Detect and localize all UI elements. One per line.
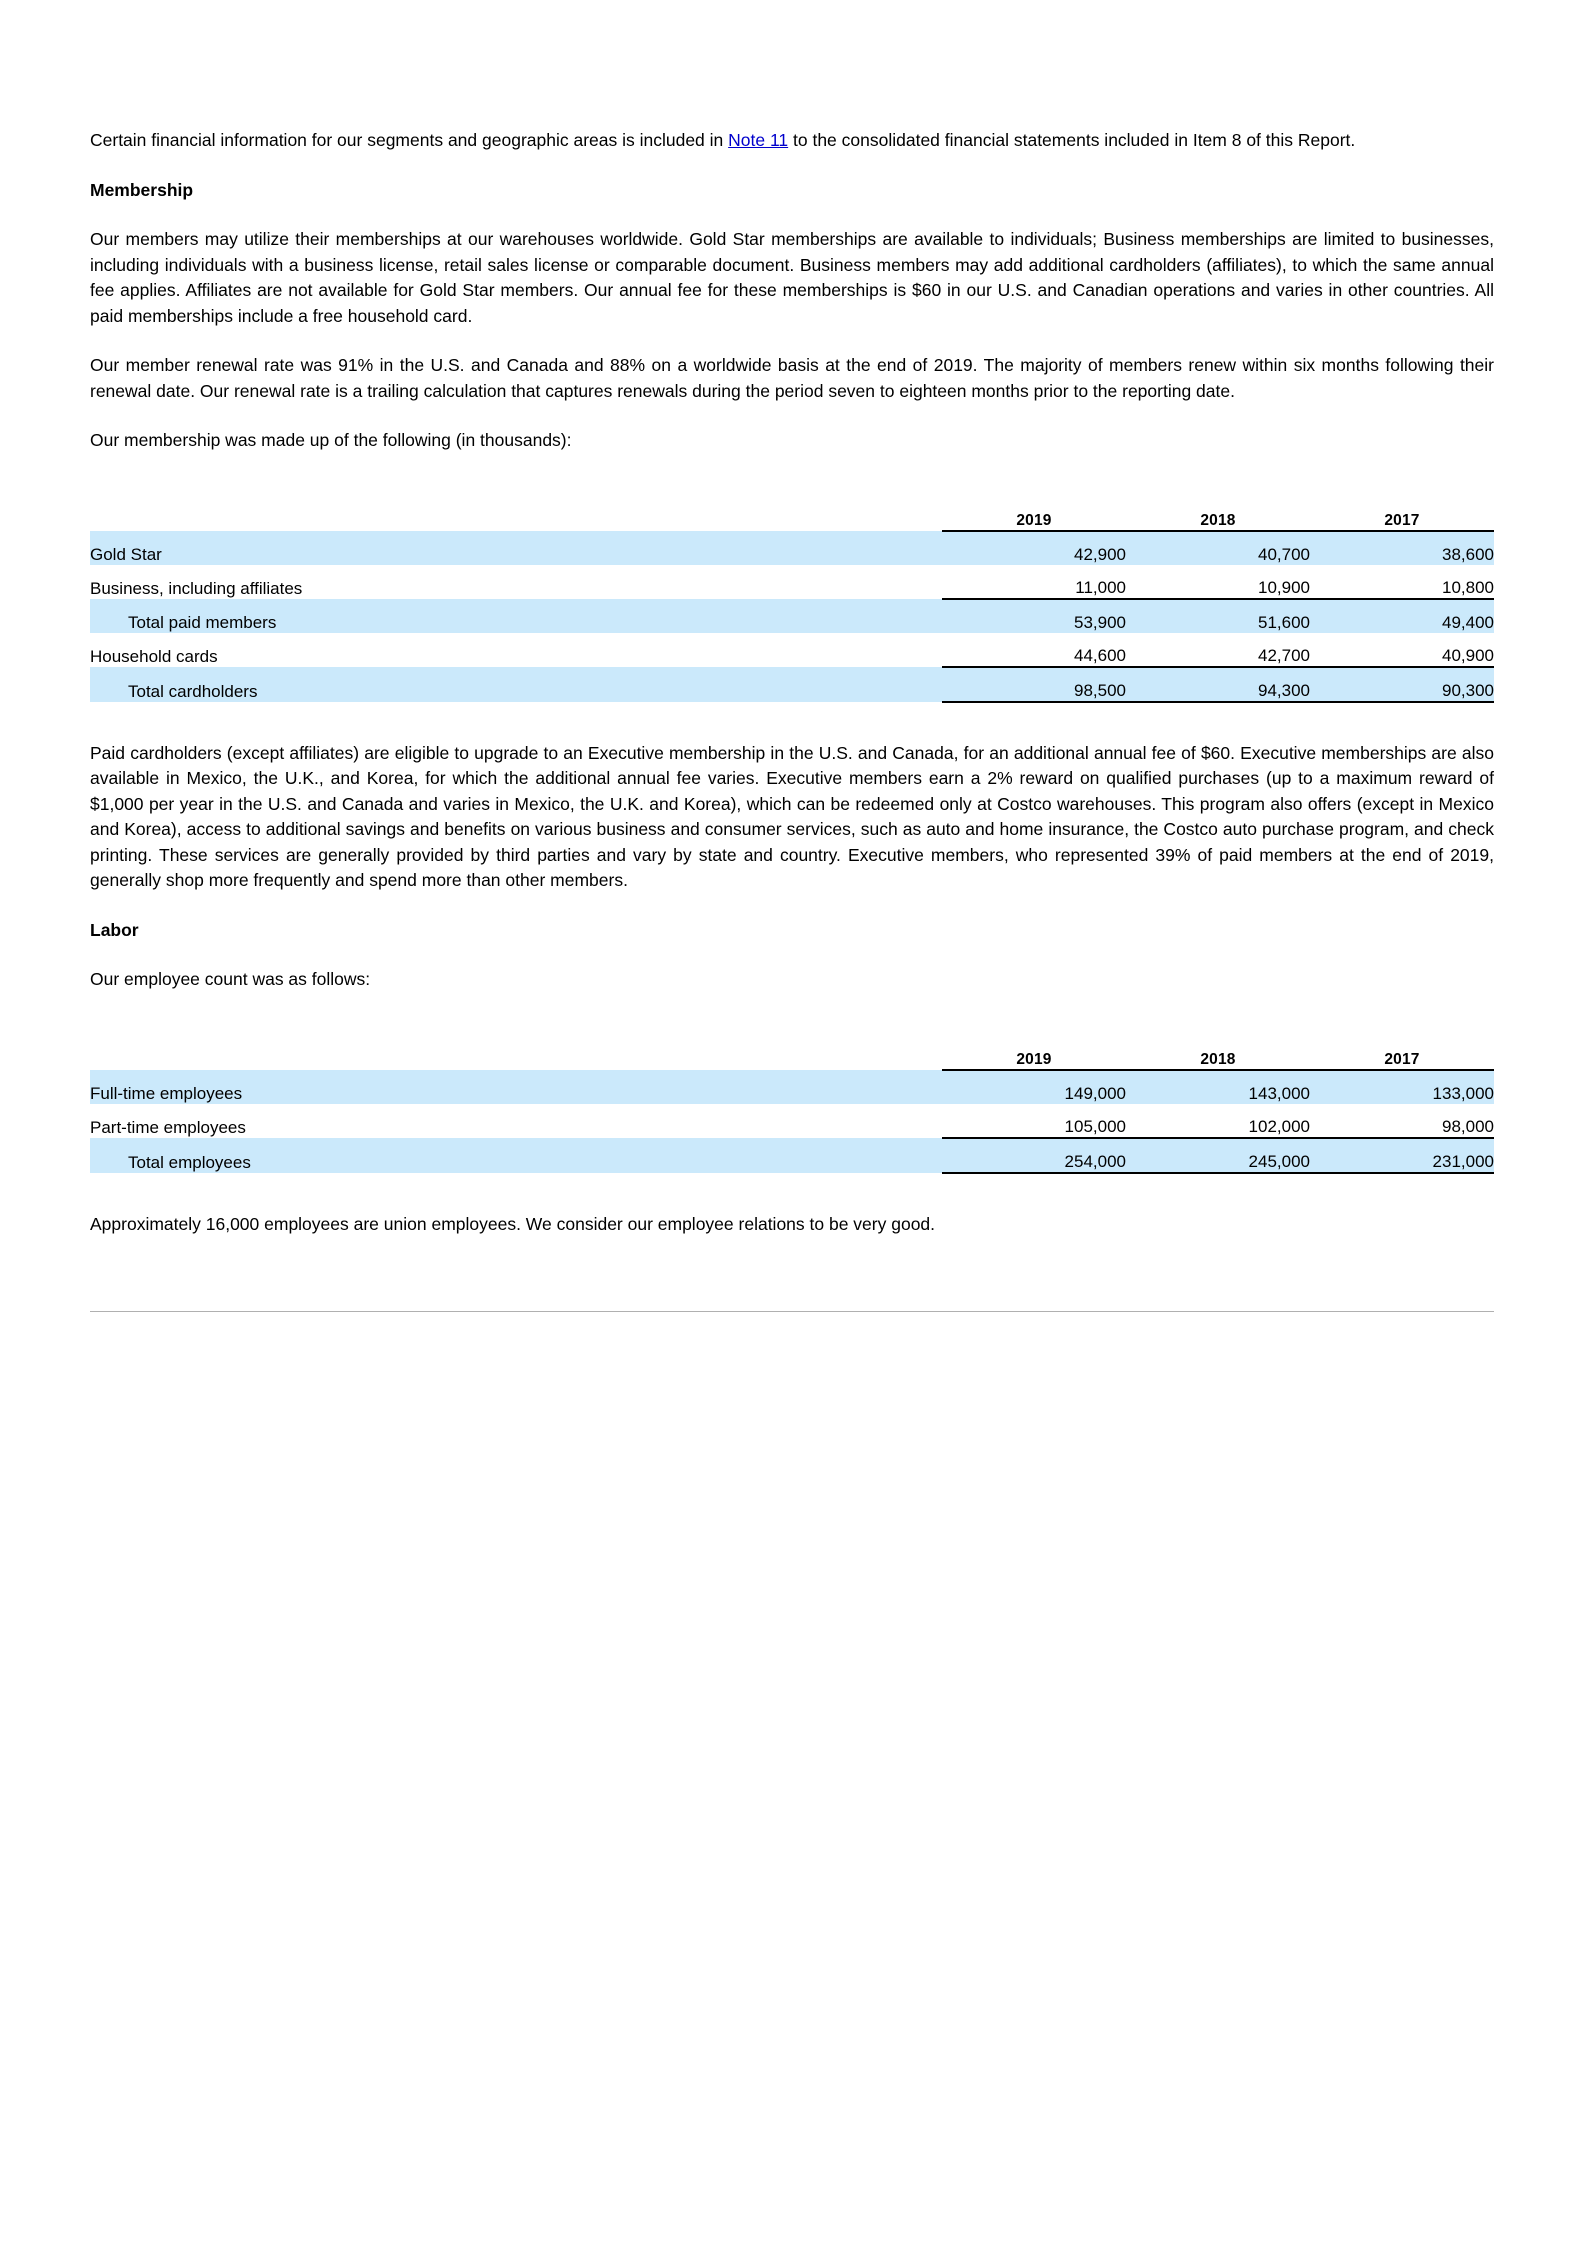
intro-paragraph <box>90 128 1494 154</box>
header-blank-cell <box>90 1039 942 1070</box>
row-value-2019: 44,600 <box>1074 645 1126 665</box>
spacer <box>90 993 1494 1039</box>
spacer <box>90 154 1494 178</box>
row-label: Total paid members <box>90 599 942 633</box>
document-content <box>90 128 1494 1312</box>
row-value-2019: 149,000 <box>942 1070 1126 1104</box>
row-value-2018: 102,000 <box>1248 1116 1310 1136</box>
spacer <box>90 894 1494 918</box>
employee-table-body <box>90 1070 1494 1173</box>
row-value-2017: 90,300 <box>1310 667 1494 702</box>
row-label: Business, including affiliates <box>90 578 303 598</box>
column-header-2018: 2018 <box>1200 1050 1236 1068</box>
row-label: Total cardholders <box>90 667 942 702</box>
membership-table-lead-in: Our membership was made up of the following (in thousands): <box>90 430 572 450</box>
spacer <box>90 1174 1494 1212</box>
employee-table-header <box>90 1039 1494 1070</box>
spacer <box>90 329 1494 353</box>
row-value-2019: 11,000 <box>1075 577 1126 597</box>
column-header-2017: 2017 <box>1384 1050 1420 1068</box>
column-header-2019: 2019 <box>1016 1050 1052 1068</box>
row-label: Full-time employees <box>90 1070 942 1104</box>
table-row <box>90 531 1494 565</box>
row-value-2019: 254,000 <box>942 1138 1126 1173</box>
row-value-2018: 143,000 <box>1126 1070 1310 1104</box>
note-11-link[interactable]: Note 11 <box>728 130 789 150</box>
row-value-2019: 105,000 <box>1064 1116 1126 1136</box>
table-header-row <box>90 500 1494 531</box>
footer-rule-block <box>90 1311 1494 1312</box>
row-value-2018: 51,600 <box>1126 599 1310 633</box>
row-value-2017: 38,600 <box>1310 531 1494 565</box>
membership-table-header <box>90 500 1494 531</box>
row-value-2019: 53,900 <box>942 599 1126 633</box>
table-row-total <box>90 1138 1494 1173</box>
row-value-2018: 40,700 <box>1126 531 1310 565</box>
row-value-2017: 40,900 <box>1442 645 1494 665</box>
membership-table-body <box>90 531 1494 702</box>
row-label: Household cards <box>90 646 218 666</box>
row-value-2019: 42,900 <box>942 531 1126 565</box>
column-header-2018: 2018 <box>1200 511 1236 529</box>
header-blank-cell <box>90 500 942 531</box>
table-header-row <box>90 1039 1494 1070</box>
table-row <box>90 1104 1494 1138</box>
labor-table-lead-in: Our employee count was as follows: <box>90 969 371 989</box>
row-value-2019: 98,500 <box>942 667 1126 702</box>
row-label: Total employees <box>90 1138 942 1173</box>
employee-table-wrapper <box>90 1039 1494 1174</box>
employee-table <box>90 1039 1494 1174</box>
table-row <box>90 1070 1494 1104</box>
intro-text-before-link: Certain financial information for our segments and geographic areas is included in <box>90 130 729 150</box>
spacer <box>90 703 1494 741</box>
spacer <box>90 454 1494 500</box>
membership-table-wrapper <box>90 500 1494 703</box>
row-value-2017: 133,000 <box>1310 1070 1494 1104</box>
row-value-2017: 10,800 <box>1442 577 1494 597</box>
membership-paragraph-1: Our members may utilize their memberships at our warehouses worldwide. Gold Star memberships are available to individuals; Business memberships are limited to businesses, including individuals with a business license, retail sales license or comparable document. Business members may add additional cardholders (affiliates), to which the same annual fee applies. Affiliates are not available for Gold Star members. Our annual fee for these memberships is $60 in our U.S. and Canadian operations and varies in other countries. All paid memberships include a free household card. <box>90 229 1494 326</box>
row-value-2018: 94,300 <box>1126 667 1310 702</box>
column-header-2019: 2019 <box>1016 511 1052 529</box>
table-row-subtotal <box>90 599 1494 633</box>
row-label: Part-time employees <box>90 1117 246 1137</box>
row-value-2018: 245,000 <box>1126 1138 1310 1173</box>
union-employees-paragraph: Approximately 16,000 employees are union employees. We consider our employee relations to be very good. <box>90 1213 936 1234</box>
row-value-2017: 231,000 <box>1310 1138 1494 1173</box>
row-value-2018: 42,700 <box>1258 645 1310 665</box>
spacer <box>90 404 1494 428</box>
row-value-2017: 98,000 <box>1442 1116 1494 1136</box>
executive-membership-paragraph: Paid cardholders (except affiliates) are eligible to upgrade to an Executive membership in the U.S. and Canada, for an additional annual fee of $60. Executive memberships are also available in Mexico, the U.K., and Korea, for which the additional annual fee varies. Executive members earn a 2% reward on qualified purchases (up to a maximum reward of $1,000 per year in the U.S. and Canada and varies in Mexico, the U.K. and Korea), which can be redeemed only at Costco warehouses. This program also offers (except in Mexico and Korea), access to additional savings and benefits on various business and consumer services, such as auto and home insurance, the Costco auto purchase program, and check printing. These services are generally provided by third parties and vary by state and country. Executive members, who represented 39% of paid members at the end of 2019, generally shop more frequently and spend more than other members. <box>90 742 1494 890</box>
intro-text-after-link: to the consolidated financial statements included in Item 8 of this Report. <box>788 130 1356 150</box>
table-row <box>90 633 1494 667</box>
row-label: Gold Star <box>90 531 942 565</box>
section-heading-membership: Membership <box>90 179 194 200</box>
spacer <box>90 203 1494 227</box>
column-header-2017: 2017 <box>1384 511 1420 529</box>
spacer <box>90 943 1494 967</box>
row-value-2017: 49,400 <box>1310 599 1494 633</box>
table-row-total <box>90 667 1494 702</box>
membership-table <box>90 500 1494 703</box>
section-heading-labor: Labor <box>90 919 139 940</box>
table-row <box>90 565 1494 599</box>
page-footer-divider <box>90 1311 1494 1312</box>
row-value-2018: 10,900 <box>1258 577 1310 597</box>
membership-paragraph-2: Our member renewal rate was 91% in the U.S. and Canada and 88% on a worldwide basis at the end of 2019. The majority of members renew within six months following their renewal date. Our renewal rate is a trailing calculation that captures renewals during the period seven to eighteen months prior to the reporting date. <box>90 355 1494 401</box>
